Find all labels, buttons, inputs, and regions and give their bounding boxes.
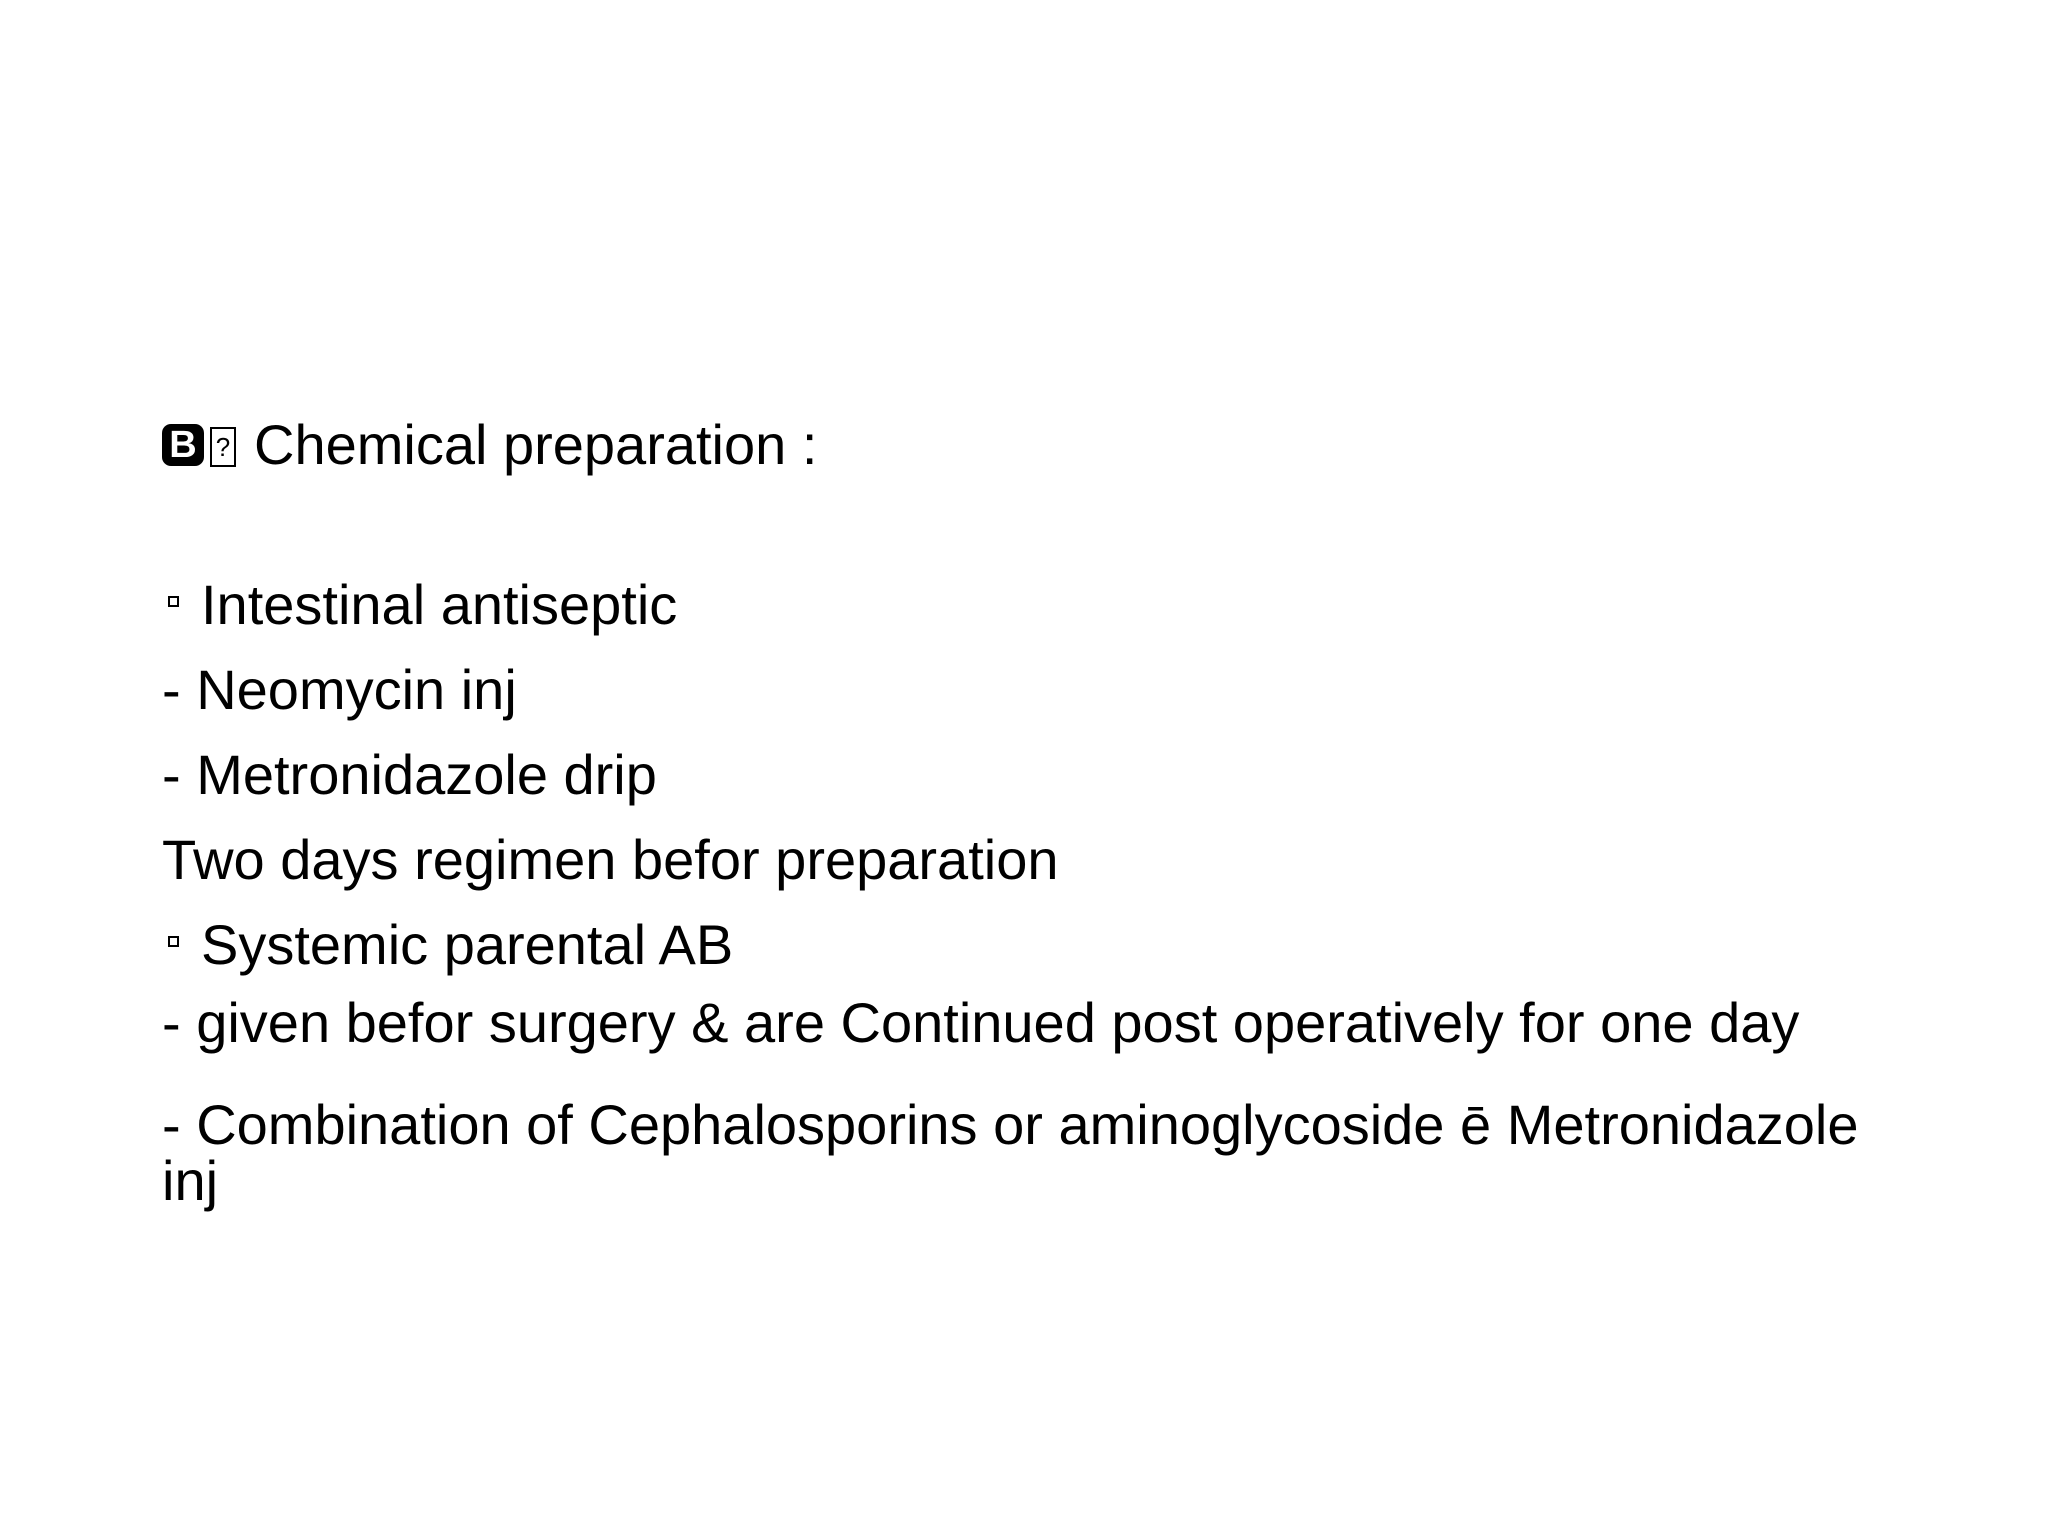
list-item-text: - Metronidazole drip [162, 743, 657, 806]
letter-b-badge-icon: B [162, 424, 204, 466]
missing-glyph-icon: ? [210, 427, 236, 467]
list-item-neomycin [162, 655, 1922, 725]
list-item-text: - Neomycin inj [162, 658, 517, 721]
slide-body [162, 400, 1922, 1241]
bullet-text: Systemic parental AB [201, 913, 734, 976]
section-heading [162, 400, 1922, 490]
section-heading-text: Chemical preparation : [254, 413, 818, 476]
bullet-item-systemic-ab [162, 910, 1922, 980]
regimen-note-text: Two days regimen befor preparation [162, 828, 1059, 891]
list-item-text: - Combination of Cephalosporins or aminoglycoside ē Metronidazole inj [162, 1093, 1859, 1212]
bullet-item-intestinal-antiseptic [162, 570, 1922, 640]
square-bullet-icon [168, 596, 179, 607]
list-item-metronidazole-drip [162, 740, 1922, 810]
list-item-combination [162, 1093, 1922, 1212]
regimen-note [162, 825, 1922, 895]
list-item-text: - given befor surgery & are Continued post operatively for one day [162, 991, 1800, 1054]
bullet-text: Intestinal antiseptic [201, 573, 678, 636]
list-item-given-before-surgery [162, 991, 1922, 1065]
square-bullet-icon [168, 936, 179, 947]
